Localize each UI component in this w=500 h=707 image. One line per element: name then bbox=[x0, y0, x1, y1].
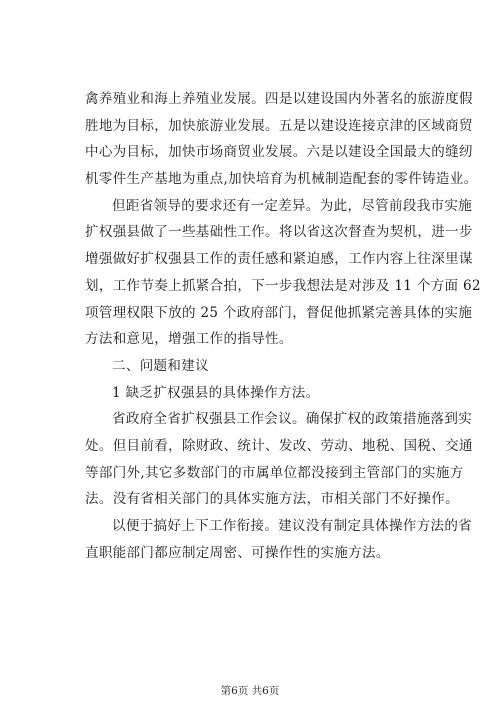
page-footer: 第6页 共6页 bbox=[220, 685, 280, 697]
text-line: 法。没有省相关部门的具体实施方法，市相关部门不好操作。 bbox=[85, 491, 459, 508]
text-line: 增强做好扩权强县工作的责任感和紧迫感，工作内容上往深里谋 bbox=[85, 251, 473, 268]
text-line: 划，工作节奏上抓紧合拍，下一步我想法是对涉及 11 个方面 62 bbox=[85, 277, 481, 294]
text-line: 禽养殖业和海上养殖业发展。四是以建设国内外著名的旅游度假 bbox=[85, 91, 473, 107]
text-line: 直职能部门都应制定周密、可操作性的实施方法。 bbox=[85, 544, 390, 561]
text-line: 方法和意见，增强工作的指导性。 bbox=[85, 331, 293, 348]
text-line: 胜地为目标，加快旅游业发展。五是以建设连接京津的区域商贸 bbox=[85, 117, 473, 134]
text-line: 项管理权限下放的 25 个政府部门，督促他抓紧完善具体的实施 bbox=[85, 304, 473, 321]
text-line: 处。但目前看，除财政、统计、发改、劳动、地税、国税、交通 bbox=[85, 437, 473, 454]
text-line: 扩权强县做了一些基础性工作。将以省这次督查为契机，进一步 bbox=[85, 224, 473, 241]
text-line: 省政府全省扩权强县工作会议。确保扩权的政策措施落到实 bbox=[112, 411, 473, 428]
text-line: 以便于搞好上下工作衔接。建议没有制定具体操作方法的省 bbox=[112, 518, 473, 534]
text-line: 等部门外,其它多数部门的市属单位都没接到主管部门的实施方 bbox=[85, 464, 464, 481]
text-line: 二、问题和建议 bbox=[112, 357, 209, 374]
document-body bbox=[85, 86, 481, 566]
text-line: 中心为目标，加快市场商贸业发展。六是以建设全国最大的缝纫 bbox=[85, 144, 473, 161]
text-line: 但距省领导的要求还有一定差异。为此，尽管前段我市实施 bbox=[112, 197, 473, 214]
text-line: 机零件生产基地为重点,加快培育为机械制造配套的零件铸造业。 bbox=[85, 171, 478, 188]
text-line: 1 缺乏扩权强县的具体操作方法。 bbox=[112, 384, 320, 401]
